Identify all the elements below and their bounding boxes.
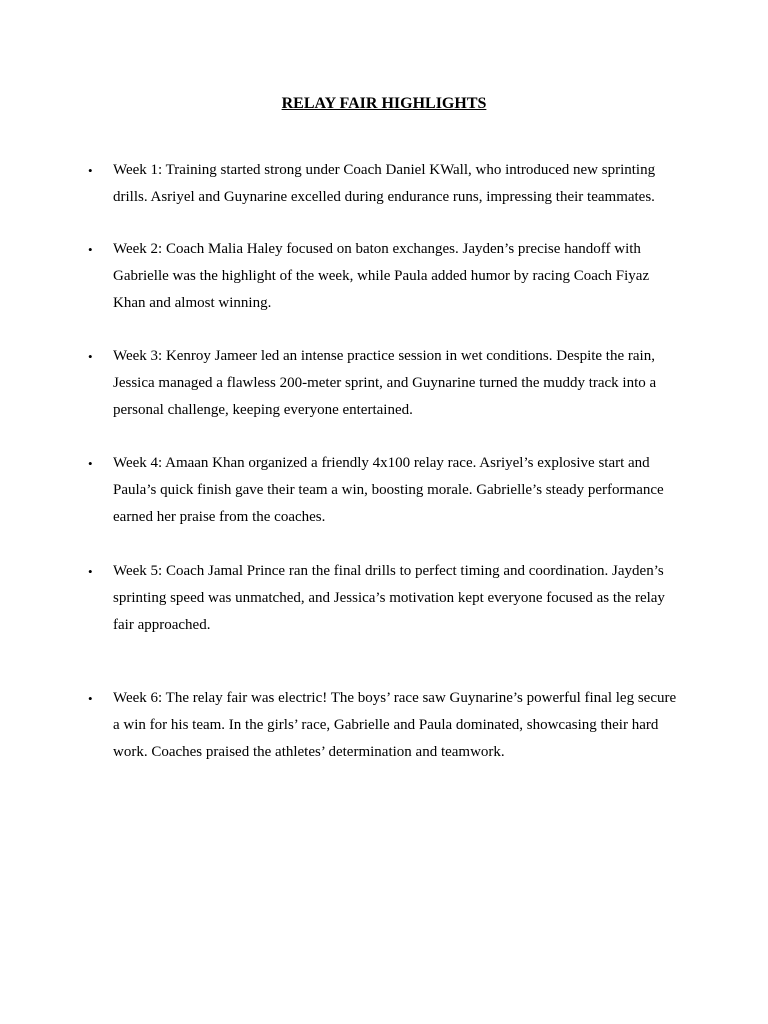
bullet-icon: • [88,456,93,471]
list-item-text: Week 4: Amaan Khan organized a friendly 4x100 relay race. Asriyel’s explosive start and Paula’s quick finish gave their team a win, boosting morale. Gabrielle’s steady performance earned her praise from the coaches. [113,455,664,525]
bullet-icon: • [88,349,93,364]
bullet-icon: • [88,564,93,579]
list-item-text: Week 5: Coach Jamal Prince ran the final drills to perfect timing and coordination. Jayden’s sprinting speed was unmatched, and Jessica’s motivation kept everyone focused as the relay fair approached. [113,563,665,633]
list-item-text: Week 2: Coach Malia Haley focused on baton exchanges. Jayden’s precise handoff with Gabrielle was the highlight of the week, while Paula added humor by racing Coach Fiyaz Khan and almost winning. [113,241,650,311]
bullet-icon: • [88,163,93,178]
list-item-text: Week 1: Training started strong under Coach Daniel KWall, who introduced new sprinting drills. Asriyel and Guynarine excelled during endurance runs, impressing their teammates. [113,162,656,205]
bullet-icon: • [88,242,93,257]
list-item [88,236,677,317]
list-item [88,343,677,424]
list-item-text: Week 3: Kenroy Jameer led an intense practice session in wet conditions. Despite the rain, Jessica managed a flawless 200-meter sprint, and Guynarine turned the muddy track into a personal challenge, keeping everyone entertained. [113,348,657,418]
document-title: RELAY FAIR HIGHLIGHTS [281,95,487,112]
list-item-text: Week 6: The relay fair was electric! The boys’ race saw Guynarine’s powerful final leg secure a win for his team. In the girls’ race, Gabrielle and Paula dominated, showcasing their hard work. Coaches praised the athletes’ determination and teamwork. [113,690,677,760]
list-item [88,157,677,211]
bullet-icon: • [88,691,93,706]
list-item [88,558,677,639]
list-item [88,450,677,531]
list-item [88,685,677,766]
